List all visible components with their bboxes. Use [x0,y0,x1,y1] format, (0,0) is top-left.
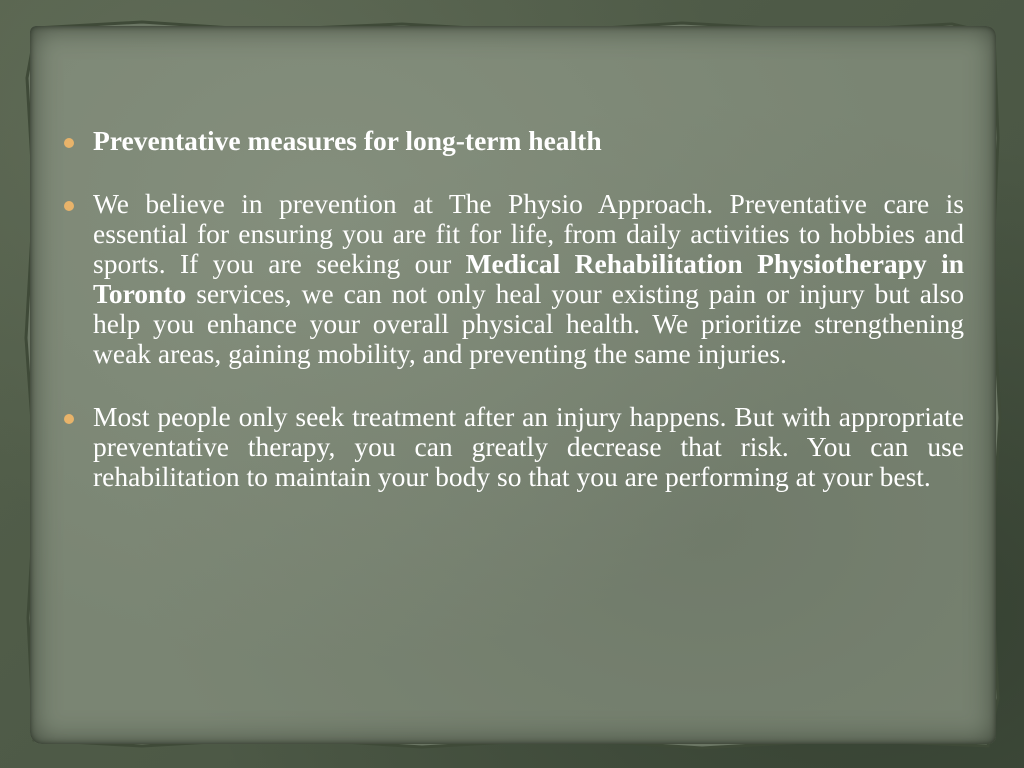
bullet-icon [64,201,74,211]
bullet-heading-text: Preventative measures for long-term health [93,125,602,156]
service-name-bold: Medical Rehabilitation Physiotherapy in Toronto [93,248,964,309]
text-segment: We believe in prevention at The Physio Approach. Preventative care is essential for ensuring you are fit for life, from daily activities to hobbies and sports. If you are seeking our [93,188,964,279]
bullet-treatment [64,402,964,492]
bullet-heading [64,126,964,156]
bullet-prevention-text [93,189,964,369]
text-segment: services, we can not only heal your existing pain or injury but also help you enhance your overall physical health. We prioritize strengthening weak areas, gaining mobility, and preventing the same injuries. [93,278,964,369]
bullet-prevention [64,189,964,369]
slide-content [64,126,964,492]
bullet-treatment-text: Most people only seek treatment after an injury happens. But with appropriate preventative therapy, you can greatly decrease that risk. You can use rehabilitation to maintain your body so that you are performing at your best. [93,401,964,492]
bullet-icon [64,414,74,424]
bullet-icon [64,138,74,148]
